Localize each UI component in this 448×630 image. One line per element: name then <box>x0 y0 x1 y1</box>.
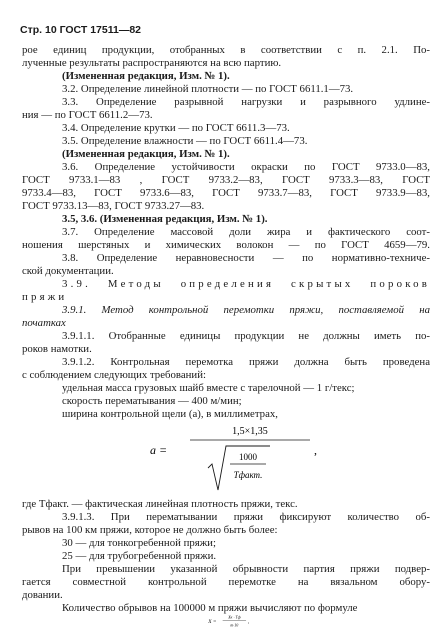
formula-breaks-count <box>178 612 288 630</box>
text-line: 3.5. Определение влажности — по ГОСТ 6611.4—73. <box>62 135 308 147</box>
text-line: ширина контрольной щели (a), в миллиметрах, <box>62 408 278 420</box>
text-line: 3.6. Определение устойчивости окраски по ГОСТ 9733.0—83, <box>62 161 430 173</box>
subsection-heading: початках <box>22 317 66 329</box>
formula-x-lhs: X = <box>208 618 217 625</box>
list-item: 30 — для тонкогребенной пряжи; <box>62 537 216 549</box>
text-line: 3.3. Определение разрывной нагрузки и разрывного удлине- <box>62 96 430 108</box>
text-line: 3.8. Определение неравновесности — по нормативно-техниче- <box>62 252 430 264</box>
page-header: Стр. 10 ГОСТ 17511—82 <box>20 24 142 36</box>
formula-x-numerator: Xк · Tф <box>228 614 241 620</box>
text-line: гается совместной контрольной перемотке на вязальном обору- <box>22 576 430 588</box>
radicand-denominator: Tфакт. <box>233 470 263 480</box>
formula-numerator: 1,5×1,35 <box>232 426 268 437</box>
text-line: удельная масса грузовых шайб вместе с тарелочной — 1 г/текс; <box>62 382 355 394</box>
text-line: 3.7. Определение массовой доли жира и фактического соот- <box>62 226 430 238</box>
text-line: 3.9.1.1. Отобранные единицы продукции не должны иметь по- <box>62 330 430 342</box>
formula-x-denominator: m·10 <box>230 622 239 628</box>
text-line: 3.2. Определение линейной плотности — по ГОСТ 6611.1—73. <box>62 83 354 95</box>
text-line: 9733.4—83, ГОСТ 9733.6—83, ГОСТ 9733.7—83, ГОСТ 9733.9—83, <box>22 187 430 199</box>
subsection-heading: 3.9.1. Метод контрольной перемотки пряжи, поставляемой на <box>62 304 430 316</box>
text-line: ГОСТ 9733.13—83, ГОСТ 9733.27—83. <box>22 200 205 212</box>
amendment-note: (Измененная редакция, Изм. № 1). <box>62 148 230 160</box>
text-line: ской документации. <box>22 265 114 277</box>
text-line: 3.4. Определение крутки — по ГОСТ 6611.3—73. <box>62 122 290 134</box>
formula-gap-width <box>150 424 330 496</box>
text-line: ГОСТ 9733.1—83 , ГОСТ 9733.2—83, ГОСТ 9733.3—83, ГОСТ <box>22 174 430 186</box>
formula-lhs: a = <box>150 443 168 457</box>
text-line: роков намотки. <box>22 343 92 355</box>
text-line: ния — по ГОСТ 6611.2—73. <box>22 109 153 121</box>
text-line: ношения шерстяных и химических волокон — по ГОСТ 4659—79. <box>22 239 430 251</box>
text-line: При превышении указанной обрывности партия пряжи подвер- <box>62 563 430 575</box>
section-heading: 3.9. Методы определения скрытых пороков <box>62 278 430 290</box>
list-item: 25 — для трубогребенной пряжи. <box>62 550 217 562</box>
section-heading: пряжи <box>22 291 68 303</box>
text-line: Количество обрывов на 100000 м пряжи вычисляют по формуле <box>62 602 358 614</box>
text-line: лученные результаты распространяются на всю партию. <box>22 57 282 69</box>
text-line: скорость перематывания — 400 м/мин; <box>62 395 242 407</box>
text-line: рывов на 100 км пряжи, которое не должно быть более: <box>22 524 278 536</box>
text-line: с соблюдением следующих требований: <box>22 369 206 381</box>
amendment-note: 3.5, 3.6. (Измененная редакция, Изм. № 1). <box>62 213 268 225</box>
formula-x-trailing: , <box>247 618 250 625</box>
formula-trailing: , <box>314 443 317 457</box>
text-line: 3.9.1.2. Контрольная перемотка пряжи должна быть проведена <box>62 356 430 368</box>
amendment-note: (Измененная редакция, Изм. № 1). <box>62 70 230 82</box>
radicand-numerator: 1000 <box>239 452 257 462</box>
text-line: 3.9.1.3. При перематывании пряжи фиксируют количество об- <box>62 511 430 523</box>
text-line: где Tфакт. — фактическая линейная плотность пряжи, текс. <box>22 498 298 510</box>
text-line: рое единиц продукции, отобранных в соответствии с п. 2.1. По- <box>22 44 430 56</box>
text-line: довании. <box>22 589 63 601</box>
